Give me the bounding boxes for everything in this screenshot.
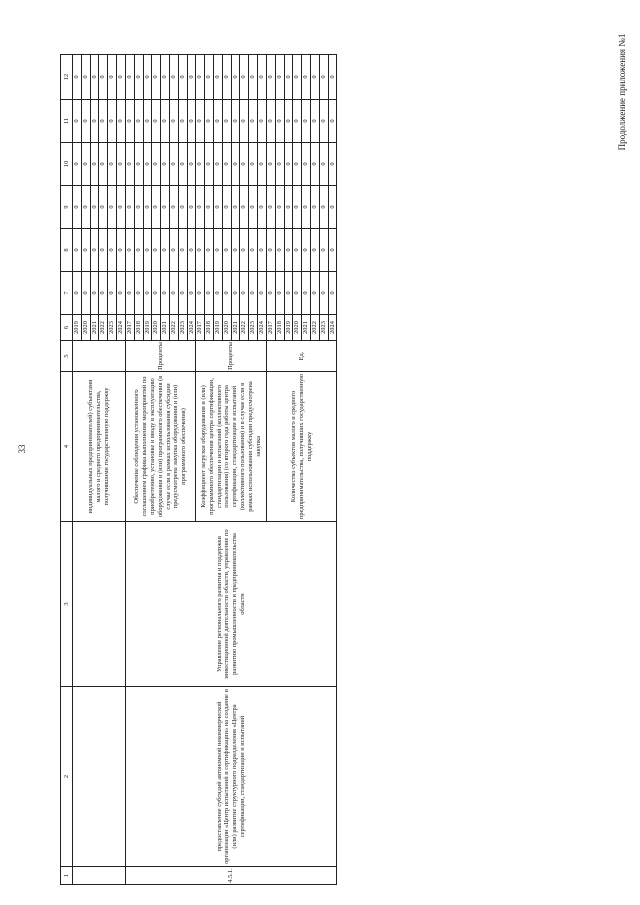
value-cell: 0 bbox=[73, 272, 82, 315]
value-cell: 0 bbox=[328, 55, 337, 100]
value-cell: 0 bbox=[73, 143, 82, 186]
value-cell: 0 bbox=[214, 55, 223, 100]
table-body bbox=[61, 55, 337, 885]
value-cell: 0 bbox=[249, 100, 258, 143]
year-cell: 2019 bbox=[143, 315, 152, 341]
value-cell: 0 bbox=[178, 100, 187, 143]
value-cell: 0 bbox=[143, 100, 152, 143]
value-cell: 0 bbox=[169, 100, 178, 143]
value-cell: 0 bbox=[125, 100, 134, 143]
value-cell: 0 bbox=[205, 100, 214, 143]
continuation-note: Продолжение приложения №1 bbox=[617, 33, 627, 151]
value-cell: 0 bbox=[99, 272, 108, 315]
value-cell: 0 bbox=[178, 186, 187, 229]
value-cell: 0 bbox=[125, 186, 134, 229]
value-cell: 0 bbox=[258, 229, 267, 272]
value-cell: 0 bbox=[81, 186, 90, 229]
value-cell: 0 bbox=[108, 55, 117, 100]
indicator-name: индивидуальных предпринимателей) субъектами малого и среднего предпринимательства, получившими государственную поддержку bbox=[73, 372, 126, 522]
value-cell: 0 bbox=[284, 143, 293, 186]
value-cell: 0 bbox=[258, 143, 267, 186]
value-cell: 0 bbox=[214, 272, 223, 315]
year-cell: 2022 bbox=[240, 315, 249, 341]
value-cell: 0 bbox=[266, 100, 275, 143]
value-cell: 0 bbox=[302, 186, 311, 229]
value-cell: 0 bbox=[99, 186, 108, 229]
value-cell: 0 bbox=[187, 100, 196, 143]
value-cell: 0 bbox=[258, 55, 267, 100]
value-cell: 0 bbox=[249, 272, 258, 315]
value-cell: 0 bbox=[266, 55, 275, 100]
value-cell: 0 bbox=[275, 229, 284, 272]
value-cell: 0 bbox=[143, 229, 152, 272]
value-cell: 0 bbox=[222, 100, 231, 143]
value-cell: 0 bbox=[196, 186, 205, 229]
event-description-cell bbox=[73, 687, 126, 867]
value-cell: 0 bbox=[205, 143, 214, 186]
value-cell: 0 bbox=[196, 143, 205, 186]
unit-cell: Ед. bbox=[266, 341, 337, 372]
value-cell: 0 bbox=[222, 55, 231, 100]
column-number: 11 bbox=[61, 100, 73, 143]
indicator-name: Количество субъектов малого и среднего предпринимательства, получивших государственную поддержку bbox=[266, 372, 337, 522]
value-cell: 0 bbox=[169, 143, 178, 186]
year-cell: 2024 bbox=[117, 315, 126, 341]
value-cell: 0 bbox=[328, 143, 337, 186]
value-cell: 0 bbox=[302, 55, 311, 100]
year-cell: 2024 bbox=[328, 315, 337, 341]
column-number: 12 bbox=[61, 55, 73, 100]
year-cell: 2019 bbox=[214, 315, 223, 341]
rotated-table-wrapper bbox=[60, 55, 582, 885]
value-cell: 0 bbox=[117, 143, 126, 186]
value-cell: 0 bbox=[319, 100, 328, 143]
value-cell: 0 bbox=[258, 272, 267, 315]
event-executor: Управление регионального развития и поддержки инвестиционной деятельности области, управление по развитию промышленности и предпринимательства области bbox=[125, 522, 337, 687]
column-number: 7 bbox=[61, 272, 73, 315]
value-cell: 0 bbox=[169, 55, 178, 100]
value-cell: 0 bbox=[222, 272, 231, 315]
value-cell: 0 bbox=[108, 272, 117, 315]
value-cell: 0 bbox=[310, 100, 319, 143]
value-cell: 0 bbox=[302, 100, 311, 143]
value-cell: 0 bbox=[231, 272, 240, 315]
value-cell: 0 bbox=[319, 229, 328, 272]
value-cell: 0 bbox=[152, 229, 161, 272]
value-cell: 0 bbox=[161, 229, 170, 272]
value-cell: 0 bbox=[284, 55, 293, 100]
value-cell: 0 bbox=[117, 186, 126, 229]
year-cell: 2021 bbox=[231, 315, 240, 341]
year-cell: 2020 bbox=[222, 315, 231, 341]
value-cell: 0 bbox=[222, 229, 231, 272]
year-cell: 2018 bbox=[134, 315, 143, 341]
year-cell: 2019 bbox=[73, 315, 82, 341]
value-cell: 0 bbox=[169, 229, 178, 272]
value-cell: 0 bbox=[214, 100, 223, 143]
value-cell: 0 bbox=[310, 55, 319, 100]
value-cell: 0 bbox=[152, 186, 161, 229]
value-cell: 0 bbox=[258, 100, 267, 143]
value-cell: 0 bbox=[143, 55, 152, 100]
value-cell: 0 bbox=[152, 55, 161, 100]
value-cell: 0 bbox=[152, 143, 161, 186]
value-cell: 0 bbox=[125, 229, 134, 272]
year-cell: 2023 bbox=[108, 315, 117, 341]
value-cell: 0 bbox=[214, 143, 223, 186]
value-cell: 0 bbox=[240, 100, 249, 143]
value-cell: 0 bbox=[143, 143, 152, 186]
value-cell: 0 bbox=[231, 229, 240, 272]
year-cell: 2024 bbox=[258, 315, 267, 341]
value-cell: 0 bbox=[284, 186, 293, 229]
event-description: предоставление субсидий автономной некоммерческой организации «Центр испытаний и сертификации» на создание и (или) развитие структурного подразделения «Центра сертификации, стандартизации и испытаний bbox=[125, 687, 337, 867]
value-cell: 0 bbox=[187, 55, 196, 100]
value-cell: 0 bbox=[161, 272, 170, 315]
value-cell: 0 bbox=[205, 186, 214, 229]
value-cell: 0 bbox=[134, 272, 143, 315]
value-cell: 0 bbox=[99, 143, 108, 186]
value-cell: 0 bbox=[125, 143, 134, 186]
value-cell: 0 bbox=[284, 100, 293, 143]
value-cell: 0 bbox=[231, 186, 240, 229]
year-cell: 2023 bbox=[249, 315, 258, 341]
value-cell: 0 bbox=[99, 100, 108, 143]
value-cell: 0 bbox=[266, 272, 275, 315]
value-cell: 0 bbox=[310, 143, 319, 186]
value-cell: 0 bbox=[293, 186, 302, 229]
value-cell: 0 bbox=[169, 272, 178, 315]
value-cell: 0 bbox=[108, 100, 117, 143]
value-cell: 0 bbox=[293, 55, 302, 100]
value-cell: 0 bbox=[187, 229, 196, 272]
value-cell: 0 bbox=[90, 55, 99, 100]
year-cell: 2020 bbox=[293, 315, 302, 341]
column-number: 4 bbox=[61, 372, 73, 522]
value-cell: 0 bbox=[319, 186, 328, 229]
value-cell: 0 bbox=[161, 143, 170, 186]
value-cell: 0 bbox=[90, 143, 99, 186]
value-cell: 0 bbox=[328, 100, 337, 143]
value-cell: 0 bbox=[214, 186, 223, 229]
year-cell: 2021 bbox=[302, 315, 311, 341]
year-cell: 2023 bbox=[178, 315, 187, 341]
value-cell: 0 bbox=[125, 55, 134, 100]
year-cell: 2020 bbox=[152, 315, 161, 341]
year-cell: 2022 bbox=[310, 315, 319, 341]
value-cell: 0 bbox=[99, 55, 108, 100]
value-cell: 0 bbox=[222, 143, 231, 186]
value-cell: 0 bbox=[187, 272, 196, 315]
indicators-table bbox=[60, 54, 337, 885]
value-cell: 0 bbox=[187, 143, 196, 186]
year-cell: 2021 bbox=[161, 315, 170, 341]
value-cell: 0 bbox=[240, 55, 249, 100]
value-cell: 0 bbox=[81, 100, 90, 143]
value-cell: 0 bbox=[152, 100, 161, 143]
value-cell: 0 bbox=[90, 229, 99, 272]
value-cell: 0 bbox=[143, 186, 152, 229]
value-cell: 0 bbox=[266, 143, 275, 186]
year-cell: 2018 bbox=[275, 315, 284, 341]
column-number: 6 bbox=[61, 315, 73, 341]
value-cell: 0 bbox=[117, 272, 126, 315]
value-cell: 0 bbox=[178, 55, 187, 100]
value-cell: 0 bbox=[81, 272, 90, 315]
value-cell: 0 bbox=[293, 272, 302, 315]
value-cell: 0 bbox=[302, 229, 311, 272]
value-cell: 0 bbox=[81, 143, 90, 186]
value-cell: 0 bbox=[134, 186, 143, 229]
value-cell: 0 bbox=[117, 100, 126, 143]
value-cell: 0 bbox=[249, 229, 258, 272]
value-cell: 0 bbox=[108, 186, 117, 229]
column-number: 1 bbox=[61, 867, 73, 885]
value-cell: 0 bbox=[328, 229, 337, 272]
value-cell: 0 bbox=[143, 272, 152, 315]
unit-cell: Проценты bbox=[196, 341, 267, 372]
column-number: 3 bbox=[61, 522, 73, 687]
year-cell: 2019 bbox=[284, 315, 293, 341]
year-cell: 2020 bbox=[81, 315, 90, 341]
value-cell: 0 bbox=[328, 272, 337, 315]
unit-cell bbox=[73, 341, 126, 372]
value-cell: 0 bbox=[134, 229, 143, 272]
value-cell: 0 bbox=[302, 272, 311, 315]
value-cell: 0 bbox=[284, 272, 293, 315]
value-cell: 0 bbox=[293, 143, 302, 186]
value-cell: 0 bbox=[319, 272, 328, 315]
column-number: 8 bbox=[61, 229, 73, 272]
indicator-name: Обеспечение соблюдения установленного соглашением графика выполнения мероприятий по приобретению, установке и вводу в эксплуатацию оборудования и (или) программного обеспечения (в случае если в рамках использования субсидии предусмотрена закупка оборудования и (или) программного обеспечения) bbox=[125, 372, 196, 522]
indicator-name: Коэффициент загрузки оборудования и (или) программного обеспечения центра сертификации, стандартизации и испытаний (коллективного пользования) (со второго года работы центра сертификации, стандартизации и испытаний (коллективного пользования) и в случае если в рамках использования субсидии предусмотрена закупка bbox=[196, 372, 267, 522]
year-cell: 2024 bbox=[187, 315, 196, 341]
value-cell: 0 bbox=[81, 229, 90, 272]
value-cell: 0 bbox=[73, 186, 82, 229]
value-cell: 0 bbox=[275, 100, 284, 143]
value-cell: 0 bbox=[231, 55, 240, 100]
value-cell: 0 bbox=[90, 186, 99, 229]
executor-cell bbox=[73, 522, 126, 687]
value-cell: 0 bbox=[231, 143, 240, 186]
value-cell: 0 bbox=[319, 55, 328, 100]
value-cell: 0 bbox=[249, 186, 258, 229]
value-cell: 0 bbox=[319, 143, 328, 186]
value-cell: 0 bbox=[134, 143, 143, 186]
value-cell: 0 bbox=[81, 55, 90, 100]
value-cell: 0 bbox=[284, 229, 293, 272]
value-cell: 0 bbox=[99, 229, 108, 272]
table-row bbox=[125, 55, 134, 885]
value-cell: 0 bbox=[178, 229, 187, 272]
column-number: 2 bbox=[61, 687, 73, 867]
year-cell: 2023 bbox=[319, 315, 328, 341]
value-cell: 0 bbox=[240, 229, 249, 272]
value-cell: 0 bbox=[161, 100, 170, 143]
value-cell: 0 bbox=[178, 143, 187, 186]
value-cell: 0 bbox=[275, 143, 284, 186]
value-cell: 0 bbox=[205, 229, 214, 272]
value-cell: 0 bbox=[310, 186, 319, 229]
value-cell: 0 bbox=[275, 272, 284, 315]
value-cell: 0 bbox=[275, 186, 284, 229]
year-cell: 2022 bbox=[169, 315, 178, 341]
year-cell: 2021 bbox=[90, 315, 99, 341]
value-cell: 0 bbox=[258, 186, 267, 229]
year-cell: 2022 bbox=[99, 315, 108, 341]
page-number: 33 bbox=[17, 444, 27, 454]
value-cell: 0 bbox=[240, 143, 249, 186]
value-cell: 0 bbox=[108, 143, 117, 186]
value-cell: 0 bbox=[134, 55, 143, 100]
value-cell: 0 bbox=[196, 100, 205, 143]
value-cell: 0 bbox=[302, 143, 311, 186]
value-cell: 0 bbox=[161, 186, 170, 229]
value-cell: 0 bbox=[134, 100, 143, 143]
column-number: 10 bbox=[61, 143, 73, 186]
value-cell: 0 bbox=[205, 272, 214, 315]
value-cell: 0 bbox=[205, 55, 214, 100]
event-number: 4.5.1. bbox=[125, 867, 337, 885]
value-cell: 0 bbox=[249, 143, 258, 186]
column-number: 5 bbox=[61, 341, 73, 372]
value-cell: 0 bbox=[240, 186, 249, 229]
value-cell: 0 bbox=[73, 100, 82, 143]
value-cell: 0 bbox=[222, 186, 231, 229]
value-cell: 0 bbox=[310, 272, 319, 315]
value-cell: 0 bbox=[117, 55, 126, 100]
value-cell: 0 bbox=[266, 229, 275, 272]
value-cell: 0 bbox=[310, 229, 319, 272]
value-cell: 0 bbox=[187, 186, 196, 229]
value-cell: 0 bbox=[196, 272, 205, 315]
event-number-cell bbox=[73, 867, 126, 885]
value-cell: 0 bbox=[73, 229, 82, 272]
value-cell: 0 bbox=[161, 55, 170, 100]
value-cell: 0 bbox=[108, 229, 117, 272]
value-cell: 0 bbox=[293, 100, 302, 143]
year-cell: 2017 bbox=[125, 315, 134, 341]
value-cell: 0 bbox=[152, 272, 161, 315]
value-cell: 0 bbox=[169, 186, 178, 229]
column-number: 9 bbox=[61, 186, 73, 229]
year-cell: 2017 bbox=[266, 315, 275, 341]
value-cell: 0 bbox=[293, 229, 302, 272]
value-cell: 0 bbox=[178, 272, 187, 315]
value-cell: 0 bbox=[249, 55, 258, 100]
year-cell: 2018 bbox=[205, 315, 214, 341]
value-cell: 0 bbox=[196, 229, 205, 272]
value-cell: 0 bbox=[73, 55, 82, 100]
value-cell: 0 bbox=[214, 229, 223, 272]
value-cell: 0 bbox=[231, 100, 240, 143]
value-cell: 0 bbox=[90, 100, 99, 143]
year-cell: 2017 bbox=[196, 315, 205, 341]
value-cell: 0 bbox=[266, 186, 275, 229]
unit-cell: Проценты bbox=[125, 341, 196, 372]
value-cell: 0 bbox=[90, 272, 99, 315]
table-row bbox=[73, 55, 82, 885]
value-cell: 0 bbox=[196, 55, 205, 100]
value-cell: 0 bbox=[275, 55, 284, 100]
value-cell: 0 bbox=[117, 229, 126, 272]
value-cell: 0 bbox=[125, 272, 134, 315]
value-cell: 0 bbox=[328, 186, 337, 229]
value-cell: 0 bbox=[240, 272, 249, 315]
header-row bbox=[61, 55, 73, 885]
